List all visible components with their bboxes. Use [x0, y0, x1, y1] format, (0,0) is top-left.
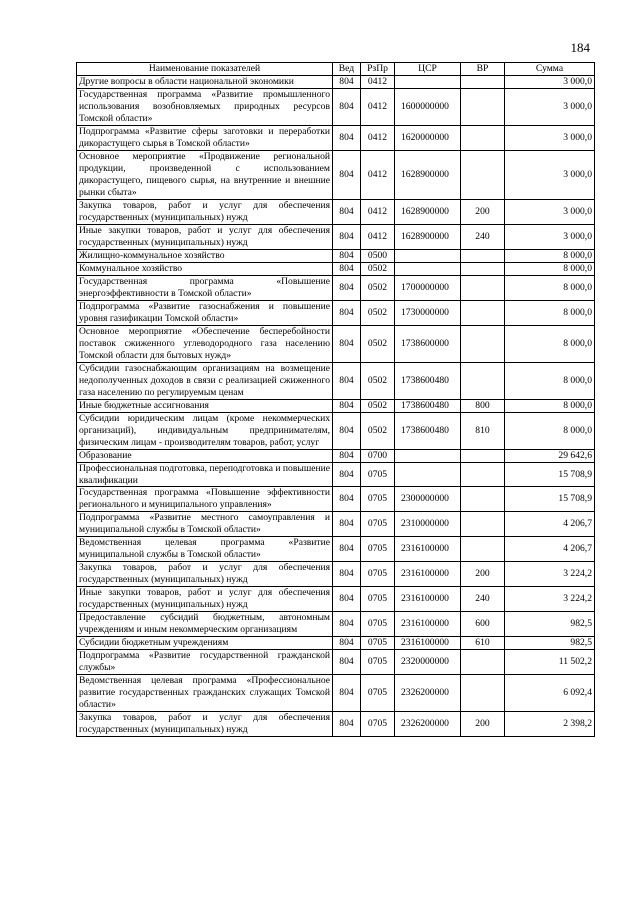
table-row — [77, 224, 595, 249]
row-rzpr-cell: 0705 — [361, 562, 395, 587]
table-row — [77, 712, 595, 737]
row-csr-cell: 1730000000 — [395, 300, 461, 325]
table-row — [77, 562, 595, 587]
table-header-row — [77, 63, 595, 76]
row-name-cell: Коммунальное хозяйство — [77, 262, 333, 275]
row-rzpr-cell: 0412 — [361, 224, 395, 249]
row-name-cell: Подпрограмма «Развитие газоснабжения и повышение уровня газификации Томской области» — [77, 300, 333, 325]
row-sum-cell: 4 206,7 — [505, 512, 595, 537]
row-sum-cell: 982,5 — [505, 612, 595, 637]
budget-table — [76, 62, 595, 737]
row-vr-cell — [461, 537, 505, 562]
row-rzpr-cell: 0502 — [361, 362, 395, 399]
table-row — [77, 262, 595, 275]
table-row — [77, 399, 595, 412]
row-ved-cell: 804 — [333, 325, 361, 362]
row-name-cell: Субсидии бюджетным учреждениям — [77, 637, 333, 650]
row-rzpr-cell: 0705 — [361, 650, 395, 675]
table-row — [77, 76, 595, 89]
row-rzpr-cell: 0502 — [361, 262, 395, 275]
table-row — [77, 362, 595, 399]
row-csr-cell: 2316100000 — [395, 537, 461, 562]
row-csr-cell: 1628900000 — [395, 224, 461, 249]
row-ved-cell: 804 — [333, 712, 361, 737]
table-row — [77, 612, 595, 637]
row-csr-cell: 1600000000 — [395, 88, 461, 125]
header-ved: Вед — [333, 63, 361, 76]
row-ved-cell: 804 — [333, 562, 361, 587]
row-vr-cell — [461, 275, 505, 300]
row-csr-cell: 1738600480 — [395, 399, 461, 412]
row-ved-cell: 804 — [333, 487, 361, 512]
row-rzpr-cell: 0705 — [361, 612, 395, 637]
row-vr-cell: 800 — [461, 399, 505, 412]
row-sum-cell: 3 000,0 — [505, 76, 595, 89]
row-sum-cell: 8 000,0 — [505, 325, 595, 362]
table-row — [77, 249, 595, 262]
row-rzpr-cell: 0500 — [361, 249, 395, 262]
header-name: Наименование показателей — [77, 63, 333, 76]
header-sum: Сумма — [505, 63, 595, 76]
row-rzpr-cell: 0700 — [361, 449, 395, 462]
row-vr-cell: 600 — [461, 612, 505, 637]
row-sum-cell: 15 708,9 — [505, 487, 595, 512]
row-sum-cell: 3 224,2 — [505, 562, 595, 587]
table-row — [77, 412, 595, 449]
row-ved-cell: 804 — [333, 275, 361, 300]
row-name-cell: Ведомственная целевая программа «Профессиональное развитие государственных гражданских служащих Томской области» — [77, 675, 333, 712]
row-vr-cell — [461, 449, 505, 462]
row-vr-cell: 200 — [461, 712, 505, 737]
row-ved-cell: 804 — [333, 224, 361, 249]
row-rzpr-cell: 0705 — [361, 487, 395, 512]
row-ved-cell: 804 — [333, 88, 361, 125]
table-row — [77, 300, 595, 325]
header-vr: ВР — [461, 63, 505, 76]
table-row — [77, 512, 595, 537]
row-sum-cell: 3 000,0 — [505, 88, 595, 125]
row-rzpr-cell: 0502 — [361, 300, 395, 325]
table-row — [77, 587, 595, 612]
row-vr-cell: 810 — [461, 412, 505, 449]
row-vr-cell — [461, 325, 505, 362]
row-csr-cell: 2326200000 — [395, 675, 461, 712]
row-ved-cell: 804 — [333, 199, 361, 224]
row-name-cell: Предоставление субсидий бюджетным, автономным учреждениям и иным некоммерческим организациям — [77, 612, 333, 637]
row-csr-cell: 2316100000 — [395, 612, 461, 637]
table-row — [77, 88, 595, 125]
row-rzpr-cell: 0412 — [361, 125, 395, 150]
table-row — [77, 325, 595, 362]
row-ved-cell: 804 — [333, 650, 361, 675]
row-ved-cell: 804 — [333, 125, 361, 150]
row-vr-cell: 610 — [461, 637, 505, 650]
row-name-cell: Ведомственная целевая программа «Развитие муниципальной службы в Томской области» — [77, 537, 333, 562]
row-csr-cell: 1738600000 — [395, 325, 461, 362]
row-name-cell: Профессиональная подготовка, переподготовка и повышение квалификации — [77, 462, 333, 487]
row-rzpr-cell: 0412 — [361, 88, 395, 125]
row-ved-cell: 804 — [333, 612, 361, 637]
row-vr-cell — [461, 88, 505, 125]
table-row — [77, 462, 595, 487]
row-sum-cell: 3 000,0 — [505, 125, 595, 150]
row-name-cell: Закупка товаров, работ и услуг для обеспечения государственных (муниципальных) нужд — [77, 712, 333, 737]
row-name-cell: Государственная программа «Развитие промышленного использования возобновляемых природных ресурсов Томской области» — [77, 88, 333, 125]
row-vr-cell: 240 — [461, 224, 505, 249]
row-rzpr-cell: 0412 — [361, 76, 395, 89]
row-vr-cell — [461, 300, 505, 325]
row-rzpr-cell: 0502 — [361, 399, 395, 412]
row-csr-cell — [395, 249, 461, 262]
row-rzpr-cell: 0705 — [361, 537, 395, 562]
row-rzpr-cell: 0502 — [361, 412, 395, 449]
row-name-cell: Субсидии газоснабжающим организациям на возмещение недополученных доходов в связи с реализацией сжиженного газа населению по регулируемым ценам — [77, 362, 333, 399]
row-rzpr-cell: 0705 — [361, 462, 395, 487]
row-name-cell: Государственная программа «Повышение эффективности регионального и муниципального управления» — [77, 487, 333, 512]
page-number: 184 — [570, 40, 590, 55]
row-csr-cell: 1738600480 — [395, 412, 461, 449]
row-csr-cell: 2316100000 — [395, 637, 461, 650]
row-ved-cell: 804 — [333, 512, 361, 537]
row-name-cell: Основное мероприятие «Продвижение региональной продукции, произведенной с использованием дикорастущего, пищевого сырья, на внутренние и внешние рынки сбыта» — [77, 150, 333, 199]
row-rzpr-cell: 0502 — [361, 325, 395, 362]
row-ved-cell: 804 — [333, 300, 361, 325]
table-row — [77, 275, 595, 300]
row-name-cell: Государственная программа «Повышение энергоэффективности в Томской области» — [77, 275, 333, 300]
row-name-cell: Иные закупки товаров, работ и услуг для обеспечения государственных (муниципальных) нужд — [77, 224, 333, 249]
row-sum-cell: 8 000,0 — [505, 275, 595, 300]
row-csr-cell — [395, 76, 461, 89]
row-ved-cell: 804 — [333, 675, 361, 712]
row-rzpr-cell: 0412 — [361, 199, 395, 224]
row-ved-cell: 804 — [333, 637, 361, 650]
row-ved-cell: 804 — [333, 362, 361, 399]
header-rzpr: РзПр — [361, 63, 395, 76]
row-sum-cell: 2 398,2 — [505, 712, 595, 737]
row-ved-cell: 804 — [333, 449, 361, 462]
row-name-cell: Иные бюджетные ассигнования — [77, 399, 333, 412]
row-name-cell: Образование — [77, 449, 333, 462]
table-row — [77, 150, 595, 199]
row-sum-cell: 6 092,4 — [505, 675, 595, 712]
row-sum-cell: 8 000,0 — [505, 300, 595, 325]
table-row — [77, 487, 595, 512]
row-vr-cell — [461, 262, 505, 275]
row-vr-cell — [461, 462, 505, 487]
row-csr-cell: 1628900000 — [395, 150, 461, 199]
table-row — [77, 675, 595, 712]
table-row — [77, 537, 595, 562]
row-sum-cell: 982,5 — [505, 637, 595, 650]
row-csr-cell: 2316100000 — [395, 562, 461, 587]
row-rzpr-cell: 0412 — [361, 150, 395, 199]
header-csr: ЦСР — [395, 63, 461, 76]
row-vr-cell — [461, 150, 505, 199]
row-csr-cell: 1738600480 — [395, 362, 461, 399]
row-vr-cell — [461, 650, 505, 675]
row-name-cell: Другие вопросы в области национальной экономики — [77, 76, 333, 89]
row-sum-cell: 8 000,0 — [505, 412, 595, 449]
row-ved-cell: 804 — [333, 462, 361, 487]
table-row — [77, 125, 595, 150]
row-ved-cell: 804 — [333, 76, 361, 89]
row-name-cell: Основное мероприятие «Обеспечение бесперебойности поставок сжиженного углеводородного газа населению Томской области для бытовых нужд» — [77, 325, 333, 362]
row-sum-cell: 3 224,2 — [505, 587, 595, 612]
row-name-cell: Закупка товаров, работ и услуг для обеспечения государственных (муниципальных) нужд — [77, 562, 333, 587]
row-vr-cell: 240 — [461, 587, 505, 612]
row-name-cell: Подпрограмма «Развитие государственной гражданской службы» — [77, 650, 333, 675]
table-row — [77, 650, 595, 675]
row-rzpr-cell: 0502 — [361, 275, 395, 300]
row-sum-cell: 8 000,0 — [505, 399, 595, 412]
row-csr-cell: 2326200000 — [395, 712, 461, 737]
row-sum-cell: 3 000,0 — [505, 150, 595, 199]
row-sum-cell: 8 000,0 — [505, 249, 595, 262]
row-vr-cell — [461, 487, 505, 512]
row-sum-cell: 3 000,0 — [505, 224, 595, 249]
row-csr-cell: 1700000000 — [395, 275, 461, 300]
row-vr-cell — [461, 362, 505, 399]
row-rzpr-cell: 0705 — [361, 712, 395, 737]
row-vr-cell — [461, 675, 505, 712]
row-csr-cell: 2310000000 — [395, 512, 461, 537]
row-name-cell: Подпрограмма «Развитие местного самоуправления и муниципальной службы в Томской области» — [77, 512, 333, 537]
row-name-cell: Иные закупки товаров, работ и услуг для обеспечения государственных (муниципальных) нужд — [77, 587, 333, 612]
row-ved-cell: 804 — [333, 150, 361, 199]
row-vr-cell: 200 — [461, 562, 505, 587]
row-name-cell: Жилищно-коммунальное хозяйство — [77, 249, 333, 262]
row-rzpr-cell: 0705 — [361, 637, 395, 650]
row-name-cell: Субсидии юридическим лицам (кроме некоммерческих организаций), индивидуальным предпринимателям, физическим лицам - производителям товаров, работ, услуг — [77, 412, 333, 449]
row-sum-cell: 3 000,0 — [505, 199, 595, 224]
row-name-cell: Закупка товаров, работ и услуг для обеспечения государственных (муниципальных) нужд — [77, 199, 333, 224]
row-sum-cell: 8 000,0 — [505, 262, 595, 275]
row-csr-cell: 2320000000 — [395, 650, 461, 675]
row-csr-cell: 1620000000 — [395, 125, 461, 150]
row-csr-cell — [395, 449, 461, 462]
table-row — [77, 199, 595, 224]
row-csr-cell: 2300000000 — [395, 487, 461, 512]
row-vr-cell — [461, 125, 505, 150]
row-vr-cell: 200 — [461, 199, 505, 224]
row-csr-cell — [395, 262, 461, 275]
row-sum-cell: 8 000,0 — [505, 362, 595, 399]
row-sum-cell: 29 642,6 — [505, 449, 595, 462]
table-row — [77, 637, 595, 650]
row-vr-cell — [461, 76, 505, 89]
row-ved-cell: 804 — [333, 249, 361, 262]
row-ved-cell: 804 — [333, 537, 361, 562]
row-rzpr-cell: 0705 — [361, 587, 395, 612]
row-name-cell: Подпрограмма «Развитие сферы заготовки и переработки дикорастущего сырья в Томской области» — [77, 125, 333, 150]
row-vr-cell — [461, 512, 505, 537]
row-sum-cell: 11 502,2 — [505, 650, 595, 675]
table-row — [77, 449, 595, 462]
row-sum-cell: 15 708,9 — [505, 462, 595, 487]
row-csr-cell: 2316100000 — [395, 587, 461, 612]
row-rzpr-cell: 0705 — [361, 675, 395, 712]
table-body — [77, 76, 595, 737]
row-sum-cell: 4 206,7 — [505, 537, 595, 562]
row-ved-cell: 804 — [333, 399, 361, 412]
row-csr-cell: 1628900000 — [395, 199, 461, 224]
row-ved-cell: 804 — [333, 412, 361, 449]
row-ved-cell: 804 — [333, 587, 361, 612]
row-csr-cell — [395, 462, 461, 487]
row-vr-cell — [461, 249, 505, 262]
row-ved-cell: 804 — [333, 262, 361, 275]
row-rzpr-cell: 0705 — [361, 512, 395, 537]
